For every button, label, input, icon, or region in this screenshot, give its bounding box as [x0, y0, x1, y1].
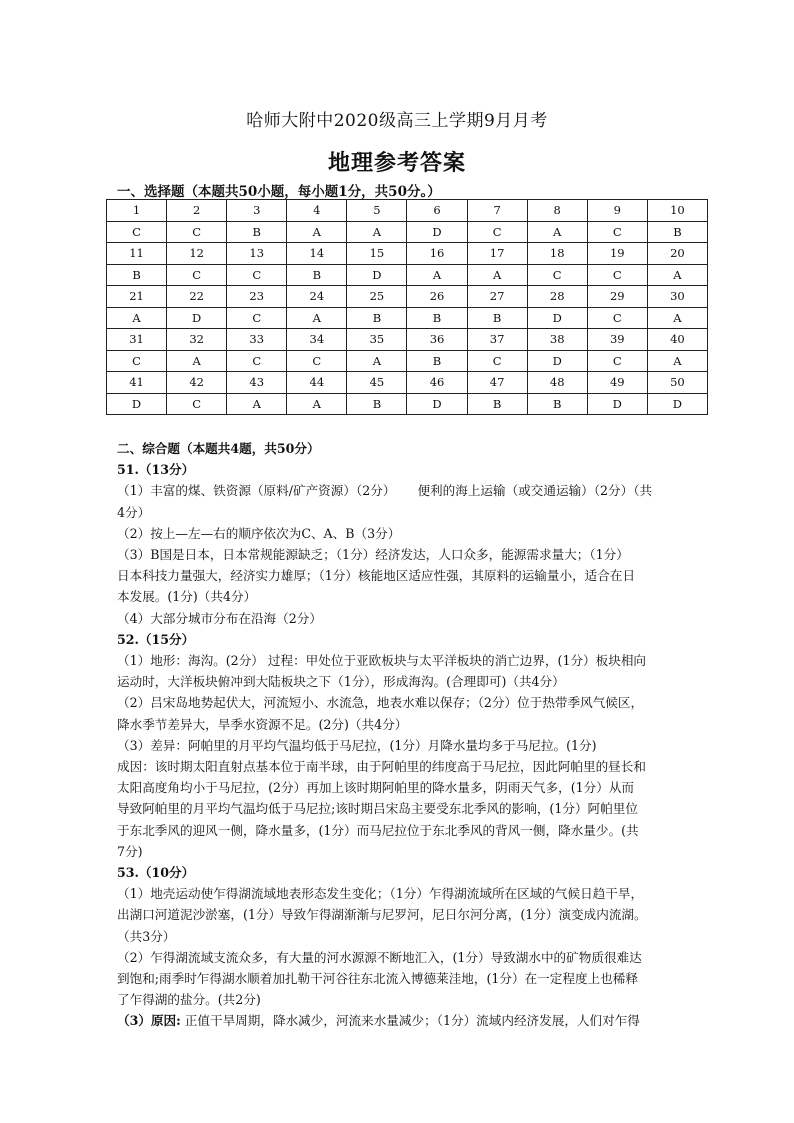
- table-row-answers: [107, 307, 708, 329]
- question-number-cell: 49: [587, 372, 647, 394]
- answer-cell: D: [167, 307, 227, 329]
- answer-cell: A: [167, 350, 227, 372]
- q53-line: （1）地壳运动使乍得湖流域地表形态发生变化；（1分）乍得湖流域所在区域的气候日趋干旱，: [117, 886, 644, 902]
- question-number-cell: 38: [527, 329, 587, 351]
- question-number-cell: 44: [287, 372, 347, 394]
- question-number-cell: 2: [167, 200, 227, 222]
- question-number-cell: 15: [347, 243, 407, 265]
- question-number-cell: 10: [647, 200, 707, 222]
- q51-line: （3）B国是日本，日本常规能源缺乏；（1分）经济发达，人口众多，能源需求量大；（1分）: [117, 547, 629, 563]
- section-heading-choice: 一、选择题（本题共50小题，每小题1分，共50分。）: [117, 184, 441, 200]
- answer-cell: C: [587, 221, 647, 243]
- answer-cell: D: [407, 393, 467, 415]
- question-number-cell: 32: [167, 329, 227, 351]
- q52-line: （1）地形：海沟。(2分） 过程：甲处位于亚欧板块与太平洋板块的消亡边界，(1分）板块相向: [117, 653, 647, 669]
- answer-cell: A: [347, 221, 407, 243]
- question-number-cell: 14: [287, 243, 347, 265]
- q52-line: 太阳高度角均小于马尼拉，(2分）再加上该时期阿帕里的降水量多，阴雨天气多，(1分）从而: [117, 780, 635, 796]
- q53-line: 出湖口河道泥沙淤塞，(1分）导致乍得湖渐渐与尼罗河，尼日尔河分离，(1分）演变成内流湖。: [117, 907, 647, 923]
- question-number-cell: 7: [467, 200, 527, 222]
- page-title: 地理参考答案: [327, 150, 466, 176]
- question-number-cell: 33: [227, 329, 287, 351]
- q53-line: [117, 1010, 707, 1031]
- answer-cell: C: [587, 307, 647, 329]
- question-51-title: 51.（13分）: [117, 462, 195, 478]
- answer-cell: C: [467, 221, 527, 243]
- q51-part1-b: 便利的海上运输（或交通运输）（2分）（共: [417, 483, 653, 499]
- table-row-question-numbers: [107, 329, 708, 351]
- question-number-cell: 24: [287, 286, 347, 308]
- question-number-cell: 42: [167, 372, 227, 394]
- answer-cell: D: [107, 393, 167, 415]
- answer-cell: D: [587, 393, 647, 415]
- q51-line: [117, 480, 707, 501]
- table-row-question-numbers: [107, 200, 708, 222]
- q51-line: （2）按上—左—右的顺序依次为C、A、B（3分）: [117, 525, 401, 541]
- answer-cell: B: [407, 307, 467, 329]
- question-number-cell: 29: [587, 286, 647, 308]
- q52-line: 7分): [117, 843, 143, 859]
- table-row-answers: [107, 264, 708, 286]
- q52-line: 运动时，大洋板块俯冲到大陆板块之下（1分），形成海沟。(合理即可)（共4分）: [117, 674, 565, 690]
- answer-cell: A: [227, 393, 287, 415]
- question-52-title: 52.（15分）: [117, 631, 195, 647]
- answer-cell: B: [227, 221, 287, 243]
- q52-line: 降水季节差异大，旱季水资源不足。(2分)（共4分）: [117, 716, 408, 732]
- q53-part3-label: （3）原因:: [117, 1013, 181, 1029]
- answer-cell: A: [527, 221, 587, 243]
- answer-cell: C: [107, 350, 167, 372]
- question-number-cell: 35: [347, 329, 407, 351]
- q51-line: （4）大部分城市分布在沿海（2分）: [117, 610, 322, 626]
- q51-line: 日本科技力量强大，经济实力雄厚；（1分）核能地区适应性强，其原料的运输量小，适合在日: [117, 568, 636, 584]
- table-row-question-numbers: [107, 372, 708, 394]
- question-number-cell: 26: [407, 286, 467, 308]
- q53-part3-text: 正值干旱周期，降水减少，河流来水量减少；（1分）流域内经济发展，人们对乍得: [180, 1013, 640, 1029]
- answer-cell: C: [167, 264, 227, 286]
- answer-cell: A: [467, 264, 527, 286]
- question-number-cell: 43: [227, 372, 287, 394]
- answer-cell: C: [587, 264, 647, 286]
- question-number-cell: 17: [467, 243, 527, 265]
- q53-line: 到饱和;雨季时乍得湖水顺着加扎勒干河谷往东北流入博德莱洼地，(1分）在一定程度上也稀释: [117, 971, 638, 987]
- answer-cell: B: [287, 264, 347, 286]
- section-heading-comprehensive: 二、综合题（本题共4题，共50分）: [117, 441, 320, 456]
- question-number-cell: 9: [587, 200, 647, 222]
- answer-cell: A: [647, 264, 707, 286]
- answer-cell: D: [647, 393, 707, 415]
- answer-cell: C: [167, 221, 227, 243]
- answer-cell: D: [347, 264, 407, 286]
- answer-cell: B: [407, 350, 467, 372]
- table-row-answers: [107, 350, 708, 372]
- question-number-cell: 46: [407, 372, 467, 394]
- question-number-cell: 13: [227, 243, 287, 265]
- question-number-cell: 37: [467, 329, 527, 351]
- table-row-answers: [107, 393, 708, 415]
- question-number-cell: 23: [227, 286, 287, 308]
- answer-cell: B: [527, 393, 587, 415]
- question-number-cell: 18: [527, 243, 587, 265]
- question-number-cell: 12: [167, 243, 227, 265]
- question-number-cell: 6: [407, 200, 467, 222]
- comprehensive-answers: [117, 438, 707, 1032]
- answer-cell: A: [107, 307, 167, 329]
- q51-line: 4分）: [117, 504, 151, 520]
- answer-cell: A: [647, 307, 707, 329]
- question-number-cell: 4: [287, 200, 347, 222]
- q52-line: 导致阿帕里的月平均气温均低于马尼拉;该时期吕宋岛主要受东北季风的影响，(1分）阿帕里位: [117, 801, 638, 817]
- table-row-question-numbers: [107, 286, 708, 308]
- answer-cell: D: [407, 221, 467, 243]
- answer-cell: D: [527, 307, 587, 329]
- answer-cell: C: [167, 393, 227, 415]
- question-number-cell: 25: [347, 286, 407, 308]
- question-number-cell: 19: [587, 243, 647, 265]
- answer-cell: B: [347, 393, 407, 415]
- table-row-answers: [107, 221, 708, 243]
- q53-line: 了乍得湖的盐分。(共2分): [117, 992, 261, 1008]
- answer-cell: C: [287, 350, 347, 372]
- q53-line: （2）乍得湖流域支流众多，有大量的河水源源不断地汇入，(1分）导致湖水中的矿物质很难达: [117, 949, 642, 965]
- question-number-cell: 8: [527, 200, 587, 222]
- question-number-cell: 16: [407, 243, 467, 265]
- question-number-cell: 31: [107, 329, 167, 351]
- answer-table: [106, 199, 708, 415]
- answer-cell: C: [587, 350, 647, 372]
- question-number-cell: 36: [407, 329, 467, 351]
- answer-cell: A: [347, 350, 407, 372]
- question-number-cell: 28: [527, 286, 587, 308]
- q51-part1-a: （1）丰富的煤、铁资源（原料/矿产资源）（2分）: [117, 483, 396, 499]
- question-number-cell: 34: [287, 329, 347, 351]
- question-number-cell: 27: [467, 286, 527, 308]
- answer-cell: C: [227, 350, 287, 372]
- answer-cell: C: [107, 221, 167, 243]
- question-number-cell: 20: [647, 243, 707, 265]
- question-number-cell: 11: [107, 243, 167, 265]
- question-number-cell: 50: [647, 372, 707, 394]
- question-number-cell: 41: [107, 372, 167, 394]
- question-number-cell: 39: [587, 329, 647, 351]
- answer-cell: C: [467, 350, 527, 372]
- answer-cell: B: [467, 393, 527, 415]
- answer-cell: C: [227, 264, 287, 286]
- q52-line: （3）差异：阿帕里的月平均气温均低于马尼拉，(1分）月降水量均多于马尼拉。(1分): [117, 737, 597, 753]
- question-number-cell: 47: [467, 372, 527, 394]
- question-number-cell: 3: [227, 200, 287, 222]
- answer-cell: B: [647, 221, 707, 243]
- answer-cell: B: [107, 264, 167, 286]
- school-exam-title: 哈师大附中2020级高三上学期9月月考: [246, 111, 548, 131]
- answer-cell: A: [647, 350, 707, 372]
- q52-line: 于东北季风的迎风一侧，降水量多，(1分）而马尼拉位于东北季风的背风一侧，降水量少。(共: [117, 822, 639, 838]
- question-number-cell: 48: [527, 372, 587, 394]
- answer-cell: A: [407, 264, 467, 286]
- q51-line: 本发展。(1分)（共4分）: [117, 589, 257, 605]
- table-row-question-numbers: [107, 243, 708, 265]
- question-53-title: 53.（10分）: [117, 865, 195, 881]
- q53-line: （共3分）: [117, 928, 176, 944]
- question-number-cell: 22: [167, 286, 227, 308]
- question-number-cell: 1: [107, 200, 167, 222]
- question-number-cell: 21: [107, 286, 167, 308]
- question-number-cell: 30: [647, 286, 707, 308]
- answer-cell: A: [287, 393, 347, 415]
- q52-line: （2）吕宋岛地势起伏大，河流短小、水流急，地表水难以保存；（2分）位于热带季风气候区，: [117, 695, 644, 711]
- answer-cell: C: [227, 307, 287, 329]
- question-number-cell: 5: [347, 200, 407, 222]
- question-number-cell: 40: [647, 329, 707, 351]
- answer-cell: D: [527, 350, 587, 372]
- answer-cell: C: [527, 264, 587, 286]
- answer-cell: B: [347, 307, 407, 329]
- answer-cell: A: [287, 221, 347, 243]
- question-number-cell: 45: [347, 372, 407, 394]
- answer-cell: A: [287, 307, 347, 329]
- q52-line: 成因：该时期太阳直射点基本位于南半球，由于阿帕里的纬度高于马尼拉，因此阿帕里的昼长和: [117, 759, 646, 775]
- answer-cell: B: [467, 307, 527, 329]
